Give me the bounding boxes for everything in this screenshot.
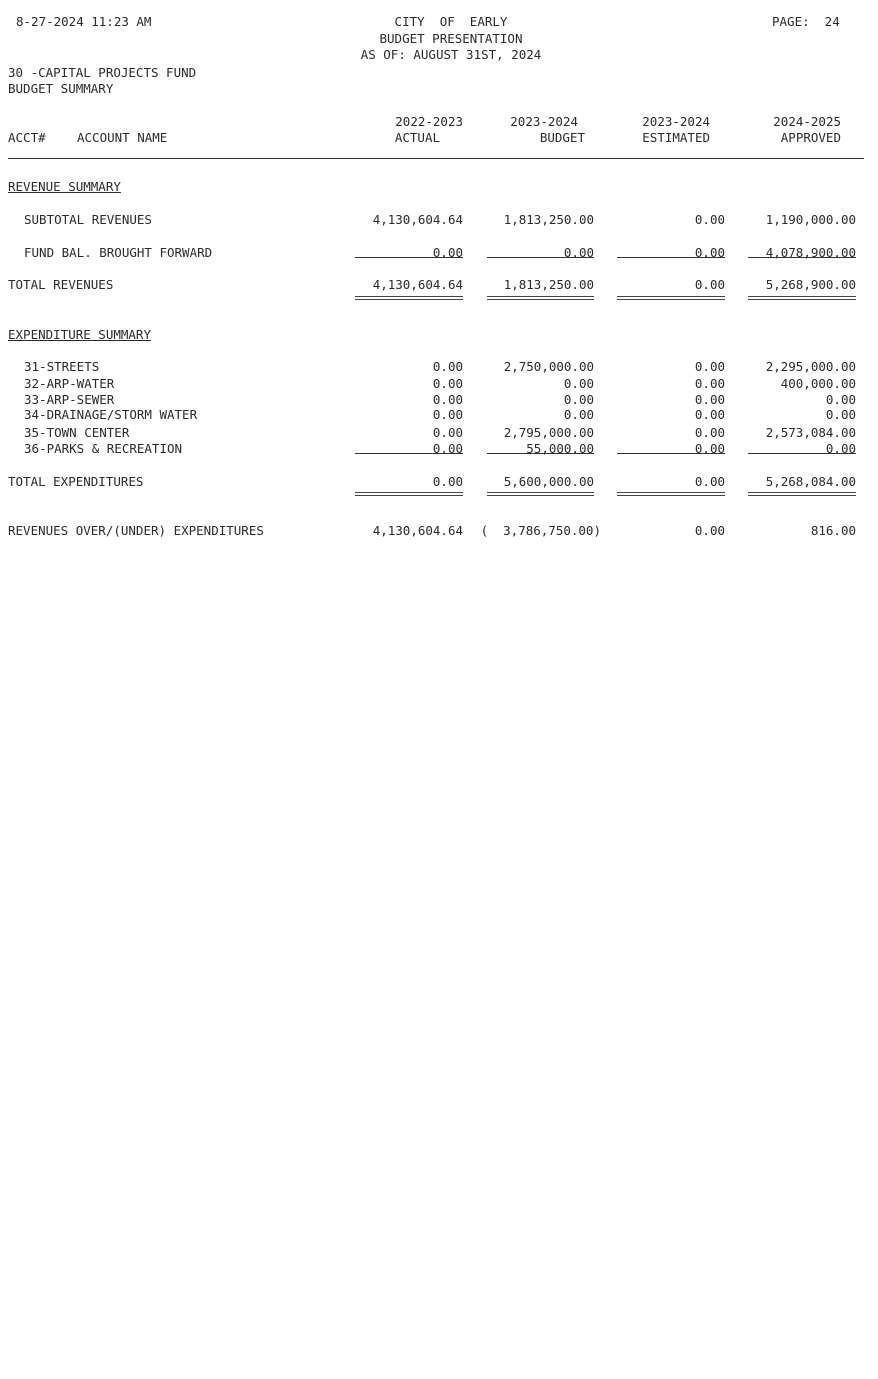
expenditure-row-estimated: 0.00 [694,441,725,456]
expenditure-row-budget: 2,795,000.00 [503,425,594,440]
expenditure-row-actual: 0.00 [432,407,463,422]
subtotal-revenues-label: SUBTOTAL REVENUES [24,212,152,227]
expenditure-row-label: 36-PARKS & RECREATION [24,441,183,456]
expenditure-row-approved: 2,295,000.00 [765,359,856,374]
col-name-header: ACCOUNT NAME [77,130,168,145]
subtotal-line [748,453,856,454]
total-expenditures-label: TOTAL EXPENDITURES [8,474,144,489]
subtotal-line [617,257,725,258]
double-rule [355,296,463,300]
total-revenues-approved: 5,268,900.00 [765,277,856,292]
col4-year: 2024-2025 [773,114,841,129]
fund-bal-label: FUND BAL. BROUGHT FORWARD [24,245,213,260]
col2-label: BUDGET [539,130,585,145]
subtotal-revenues-budget: 1,813,250.00 [503,212,594,227]
section-name: BUDGET SUMMARY [8,81,114,96]
expenditure-row-actual: 0.00 [432,376,463,391]
expenditure-row-approved: 0.00 [825,392,856,407]
total-expenditures-actual: 0.00 [432,474,463,489]
fund-bal-approved: 4,078,900.00 [765,245,856,260]
expenditure-row-label: 33-ARP-SEWER [24,392,115,407]
subtotal-line [355,257,463,258]
expenditure-row-label: 31-STREETS [24,359,100,374]
expenditure-row-label: 34-DRAINAGE/STORM WATER [24,407,198,422]
col1-label: ACTUAL [394,130,440,145]
expenditure-row-actual: 0.00 [432,392,463,407]
net-actual: 4,130,604.64 [372,523,463,538]
expenditure-row-budget: 55,000.00 [526,441,594,456]
expenditure-row-estimated: 0.00 [694,359,725,374]
subtotal-line [748,257,856,258]
page-number: PAGE: 24 [772,14,840,29]
city-name: CITY OF EARLY [394,14,508,29]
fund-name: 30 -CAPITAL PROJECTS FUND [8,65,197,80]
expenditure-row-approved: 400,000.00 [780,376,856,391]
expenditure-row-budget: 0.00 [563,407,594,422]
subtotal-revenues-actual: 4,130,604.64 [372,212,463,227]
col4-label: APPROVED [780,130,841,145]
expenditure-summary-heading: EXPENDITURE SUMMARY [8,327,151,342]
expenditure-row-approved: 0.00 [825,441,856,456]
net-estimated: 0.00 [694,523,725,538]
total-expenditures-approved: 5,268,084.00 [765,474,856,489]
expenditure-row-estimated: 0.00 [694,425,725,440]
total-revenues-actual: 4,130,604.64 [372,277,463,292]
revenue-summary-heading: REVENUE SUMMARY [8,179,121,194]
subtotal-line [487,257,594,258]
expenditure-row-approved: 0.00 [825,407,856,422]
double-rule [617,296,725,300]
net-approved: 816.00 [810,523,856,538]
total-expenditures-budget: 5,600,000.00 [503,474,594,489]
report-datetime: 8-27-2024 11:23 AM [16,14,152,29]
total-expenditures-estimated: 0.00 [694,474,725,489]
double-rule [748,296,856,300]
fund-bal-budget: 0.00 [563,245,594,260]
total-revenues-label: TOTAL REVENUES [8,277,114,292]
net-budget: ( 3,786,750.00) [480,523,601,538]
report-title: BUDGET PRESENTATION [379,31,523,46]
total-revenues-estimated: 0.00 [694,277,725,292]
expenditure-row-label: 32-ARP-WATER [24,376,115,391]
fund-bal-actual: 0.00 [432,245,463,260]
double-rule [748,492,856,496]
subtotal-revenues-approved: 1,190,000.00 [765,212,856,227]
net-label: REVENUES OVER/(UNDER) EXPENDITURES [8,523,264,538]
expenditure-row-actual: 0.00 [432,359,463,374]
col-acct-header: ACCT# [8,130,46,145]
double-rule [487,296,594,300]
col3-year: 2023-2024 [642,114,710,129]
expenditure-row-budget: 2,750,000.00 [503,359,594,374]
col3-label: ESTIMATED [642,130,710,145]
expenditure-row-estimated: 0.00 [694,407,725,422]
expenditure-row-budget: 0.00 [563,376,594,391]
report-as-of: AS OF: AUGUST 31ST, 2024 [360,47,542,62]
total-revenues-budget: 1,813,250.00 [503,277,594,292]
double-rule [617,492,725,496]
subtotal-line [617,453,725,454]
subtotal-line [355,453,463,454]
expenditure-row-actual: 0.00 [432,425,463,440]
header-divider [8,158,864,159]
double-rule [487,492,594,496]
expenditure-row-estimated: 0.00 [694,392,725,407]
subtotal-revenues-estimated: 0.00 [694,212,725,227]
double-rule [355,492,463,496]
expenditure-row-estimated: 0.00 [694,376,725,391]
expenditure-row-budget: 0.00 [563,392,594,407]
expenditure-row-approved: 2,573,084.00 [765,425,856,440]
subtotal-line [487,453,594,454]
expenditure-row-actual: 0.00 [432,441,463,456]
expenditure-row-label: 35-TOWN CENTER [24,425,130,440]
col2-year: 2023-2024 [510,114,578,129]
fund-bal-estimated: 0.00 [694,245,725,260]
col1-year: 2022-2023 [395,114,463,129]
